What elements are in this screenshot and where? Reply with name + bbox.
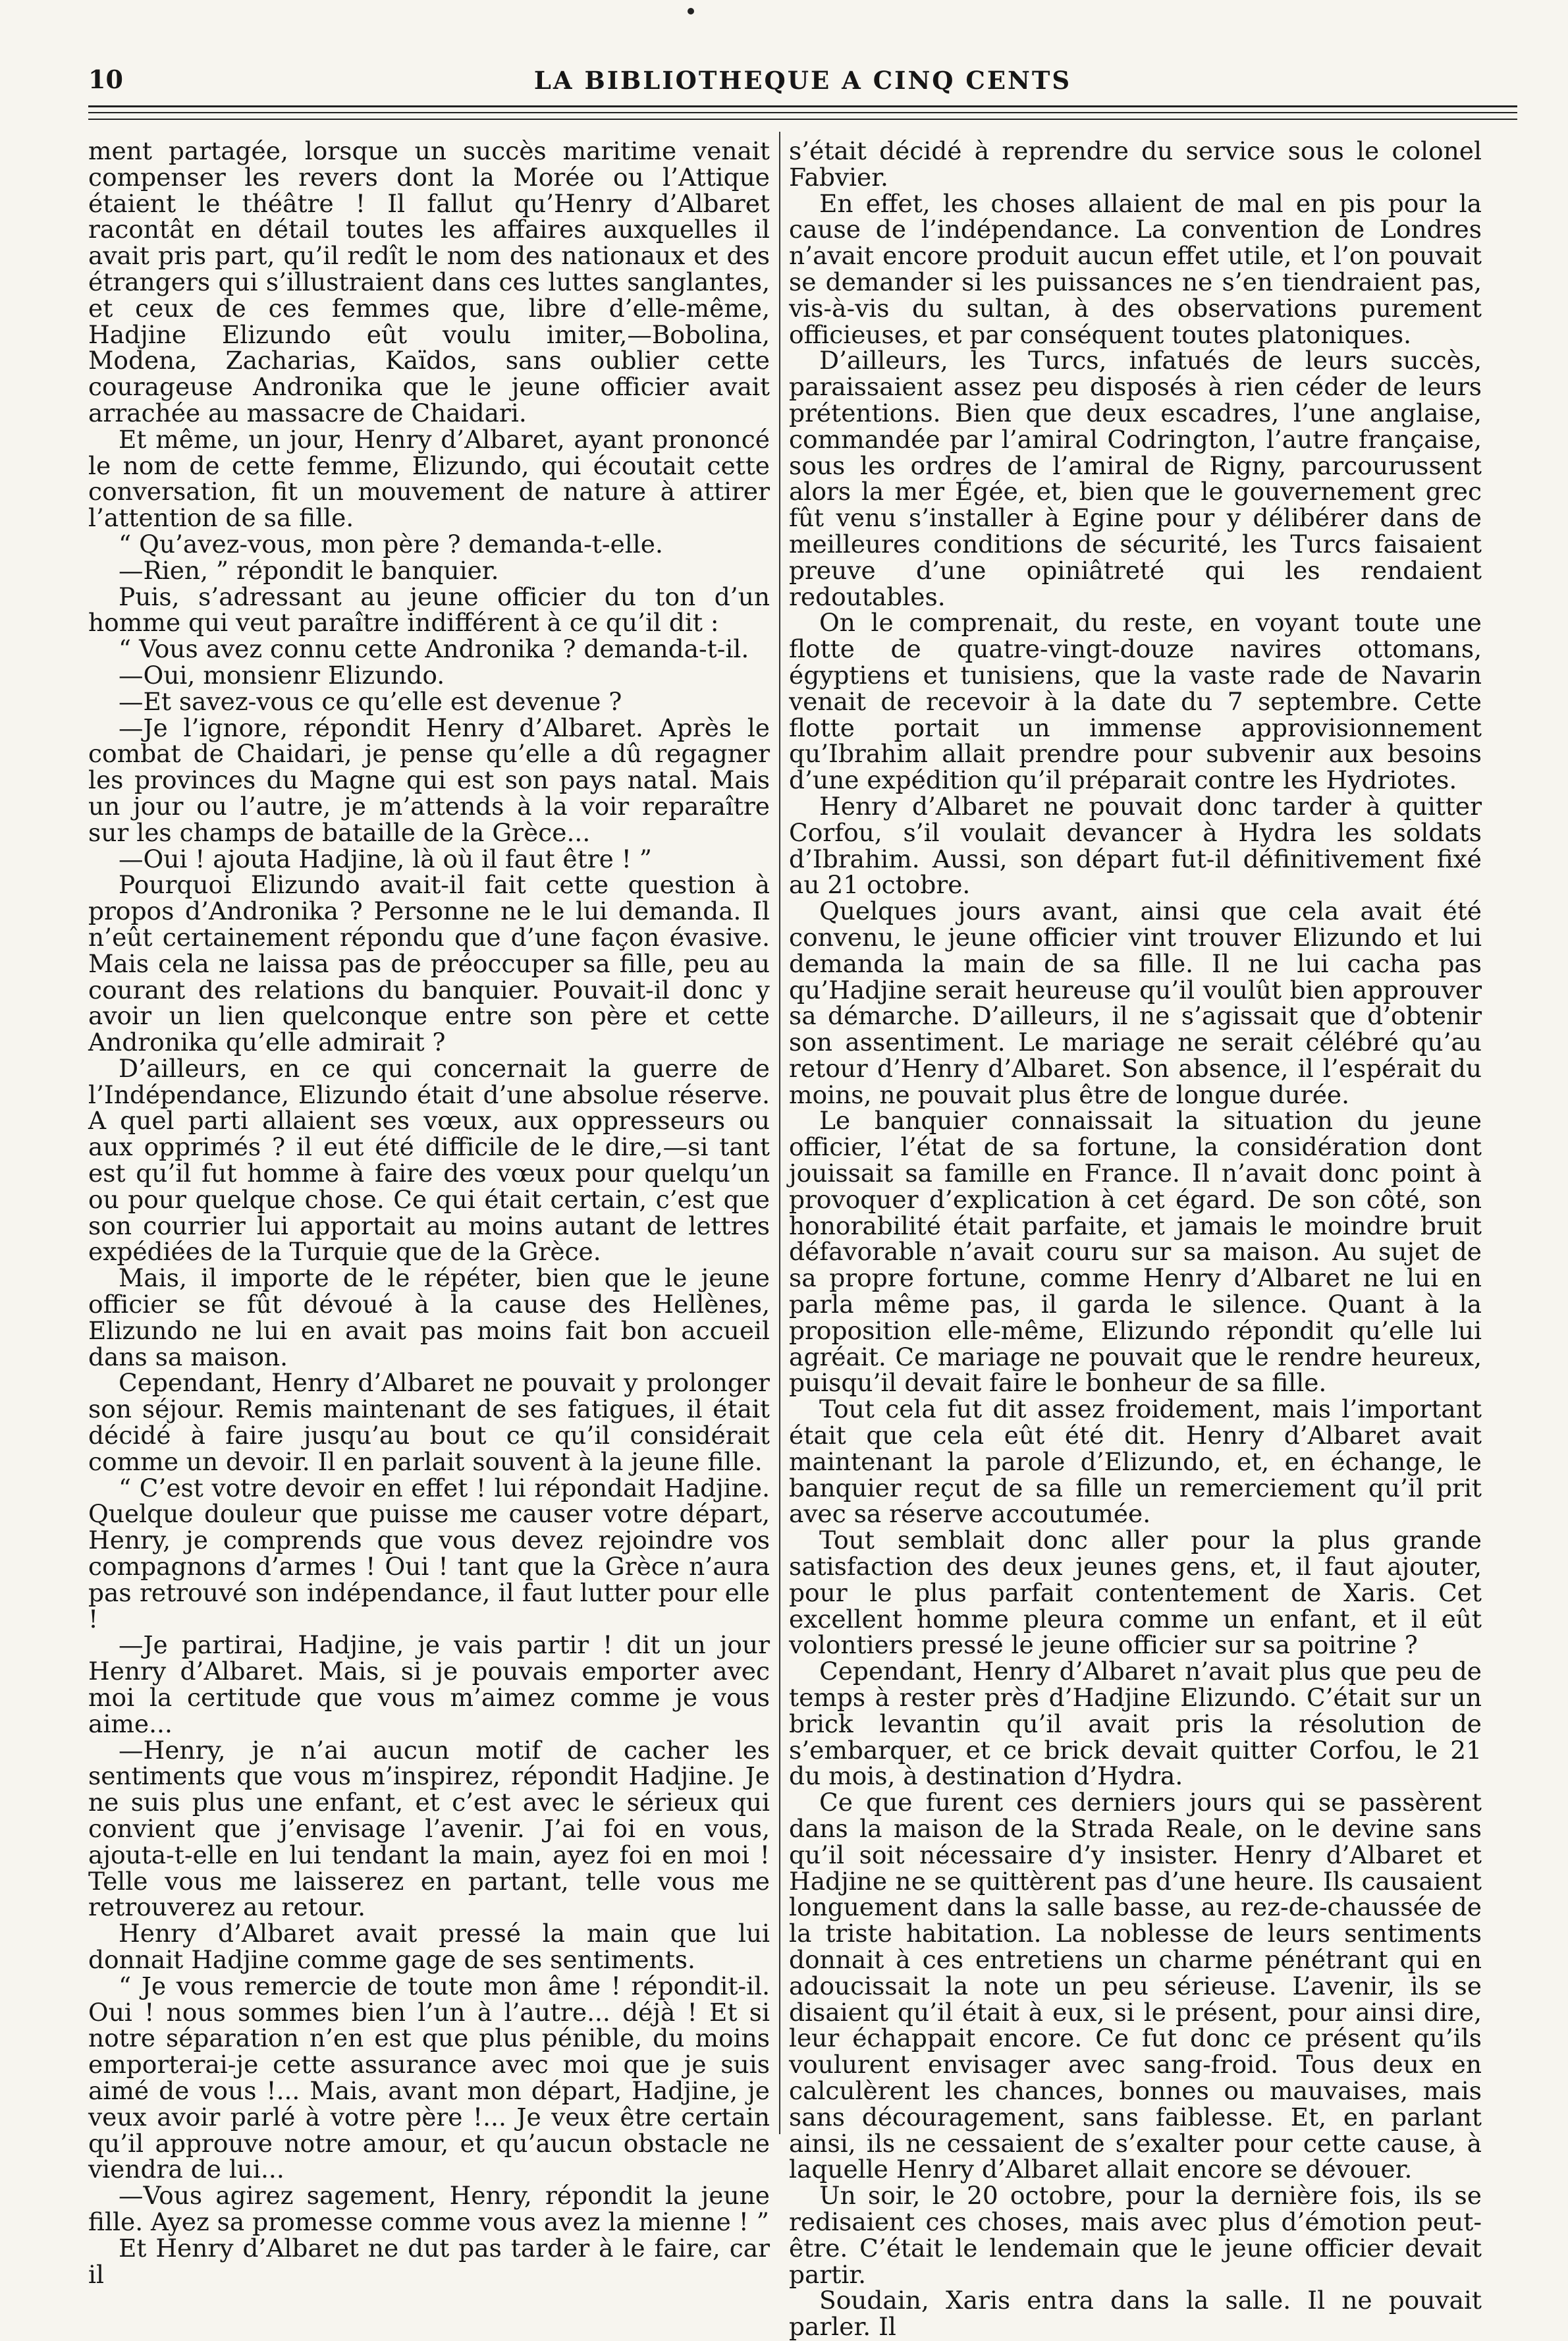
paragraph: Soudain, Xaris entra dans la salle. Il ne pouvait parler. Il bbox=[789, 2286, 1482, 2341]
paragraph: “ Qu’avez-vous, mon père ? demanda-t-elle. bbox=[119, 529, 663, 559]
ink-dot bbox=[688, 8, 694, 14]
paragraph: Et Henry d’Albaret ne dut pas tarder à le faire, car il bbox=[88, 2233, 770, 2289]
paragraph: “ Vous avez connu cette Andronika ? demanda-t-il. bbox=[119, 634, 749, 664]
paragraph: —Henry, je n’ai aucun motif de cacher les sentiments que vous m’inspirez, répondit Hadjine. Je ne suis plus une enfant, et c’est avec le sérieux qui convient que j’envisage l’avenir. J’ai foi en vous, ajouta-t-elle en lui tendant la main, ayez foi en moi ! Telle vous me laisserez en partant, telle vous me retrouverez au retour. bbox=[88, 1735, 770, 1922]
paragraph: Un soir, le 20 octobre, pour la dernière fois, ils se redisaient ces choses, mais avec plus d’émotion peut-être. C’était le lendemain que le jeune officier devait partir. bbox=[789, 2181, 1482, 2289]
paragraph: Mais, il importe de le répéter, bien que le jeune officier se fût dévoué à la cause des Hellènes, Elizundo ne lui en avait pas moins fait bon accueil dans sa maison. bbox=[88, 1263, 770, 1371]
paragraph: Puis, s’adressant au jeune officier du ton d’un homme qui veut paraître indifférent à ce qu’il dit : bbox=[88, 582, 770, 638]
paragraph: Cependant, Henry d’Albaret n’avait plus que peu de temps à rester près d’Hadjine Elizundo. C’était sur un brick levantin qu’il avait pris la résolution de s’embarquer, et ce brick devait quitter Corfou, le 21 du mois, à destination d’Hydra. bbox=[789, 1657, 1482, 1791]
paragraph: —Oui ! ajouta Hadjine, là où il faut être ! ” bbox=[119, 844, 652, 873]
page-header bbox=[88, 65, 1517, 111]
paragraph: s’était décidé à reprendre du service sous le colonel Fabvier. bbox=[789, 136, 1482, 192]
paragraph: “ C’est votre devoir en effet ! lui répondait Hadjine. Quelque douleur que puisse me causer votre départ, Henry, je comprends que vous devez rejoindre vos compagnons d’armes ! Oui ! tant que la Grèce n’aura pas retrouvé son indépendance, il faut lutter pour elle ! bbox=[88, 1473, 770, 1634]
paragraph: —Vous agirez sagement, Henry, répondit la jeune fille. Ayez sa promesse comme vous avez la mienne ! ” bbox=[88, 2181, 770, 2236]
paragraph: Tout semblait donc aller pour la plus grande satisfaction des deux jeunes gens, et, il faut ajouter, pour le plus parfait contentement de Xaris. Cet excellent homme pleura comme un enfant, et il eût volontiers pressé le jeune officier sur sa poitrine ? bbox=[789, 1526, 1482, 1660]
paragraph: —Et savez-vous ce qu’elle est devenue ? bbox=[119, 686, 622, 716]
header-rule bbox=[88, 105, 1517, 107]
paragraph: —Je partirai, Hadjine, je vais partir ! dit un jour Henry d’Albaret. Mais, si je pouvais emporter avec moi la certitude que vous m’aimez comme je vous aime... bbox=[88, 1630, 770, 1738]
paragraph: En effet, les choses allaient de mal en pis pour la cause de l’indépendance. La convention de Londres n’avait encore produit aucun effet utile, et l’on pouvait se demander si les puissances ne s’en tiendraient pas, vis-à-vis du sultan, à des observations purement officieuses, et par conséquent toutes platoniques. bbox=[789, 188, 1482, 349]
paragraph: Pourquoi Elizundo avait-il fait cette question à propos d’Andronika ? Personne ne le lui demanda. Il n’eût certainement répondu que d’une façon évasive. Mais cela ne laissa pas de préoccuper sa fille, peu au courant des relations du banquier. Pouvait-il donc y avoir un lien quelconque entre son père et cette Andronika qu’elle admirait ? bbox=[88, 870, 770, 1057]
paragraph: On le comprenait, du reste, en voyant toute une flotte de quatre-vingt-douze navires ottomans, égyptiens et tunisiens, que la vaste rade de Navarin venait de recevoir à la date du 7 septembre. Cette flotte portait un immense approvisionnement qu’Ibrahim allait prendre pour subvenir aux besoins d’une expédition qu’il préparait contre les Hydriotes. bbox=[789, 608, 1482, 795]
header-rule bbox=[88, 119, 1517, 120]
column-divider bbox=[779, 132, 780, 2134]
paragraph: Tout cela fut dit assez froidement, mais l’important était que cela eût été dit. Henry d’Albaret avait maintenant la parole d’Elizundo, et, en échange, le banquier reçut de sa fille un remerciement qu’il prit avec sa réserve accoutumée. bbox=[789, 1394, 1482, 1529]
running-title: LA BIBLIOTHEQUE A CINQ CENTS bbox=[533, 66, 1072, 95]
paragraph: Quelques jours avant, ainsi que cela avait été convenu, le jeune officier vint trouver Elizundo et lui demanda la main de sa fille. Il ne lui cacha pas qu’Hadjine serait heureuse qu’il voulût bien approuver sa démarche. D’ailleurs, il ne s’agissait que d’obtenir son assentiment. Le mariage ne serait célébré qu’au retour d’Henry d’Albaret. Son absence, il l’espérait du moins, ne pouvait plus être de longue durée. bbox=[789, 896, 1482, 1109]
paragraph: D’ailleurs, les Turcs, infatués de leurs succès, paraissaient assez peu disposés à rien céder de leurs prétentions. Bien que deux escadres, l’une anglaise, commandée par l’amiral Codrington, l’autre française, sous les ordres de l’amiral de Rigny, parcourussent alors la mer Égée, et, bien que le gouvernement grec fût venu s’installer à Egine pour y délibérer dans de meilleures conditions de sécurité, les Turcs faisaient preuve d’une opiniâtreté qui les rendaient redoutables. bbox=[789, 346, 1482, 611]
paragraph: Et même, un jour, Henry d’Albaret, ayant prononcé le nom de cette femme, Elizundo, qui écoutait cette conversation, fit un mouvement de nature à attirer l’attention de sa fille. bbox=[88, 424, 770, 533]
paragraph: Le banquier connaissait la situation du jeune officier, l’état de sa fortune, la considération dont jouissait sa famille en France. Il n’avait donc point à provoquer d’explication à cet égard. De son côté, son honorabilité était parfaite, et jamais le moindre bruit défavorable n’avait couru sur sa maison. Au sujet de sa propre fortune, comme Henry d’Albaret ne lui en parla même pas, il garda le silence. Quant à la proposition elle-même, Elizundo répondit qu’elle lui agréait. Ce mariage ne pouvait que le rendre heureux, puisqu’il devait faire le bonheur de sa fille. bbox=[789, 1106, 1482, 1398]
paragraph: ment partagée, lorsque un succès maritime venait compenser les revers dont la Morée ou l’Attique étaient le théâtre ! Il fallut qu’Henry d’Albaret racontât en détail toutes les affaires auxquelles il avait pris part, qu’il redît le nom des nationaux et des étrangers qui s’illustraient dans ces luttes sanglantes, et ceux de ces femmes que, libre d’elle-même, Hadjine Elizundo eût voulu imiter,—Bobolina, Modena, Zacharias, Kaïdos, sans oublier cette courageuse Andronika que le jeune officier avait arrachée au massacre de Chaidari. bbox=[88, 136, 770, 427]
paragraph: —Je l’ignore, répondit Henry d’Albaret. Après le combat de Chaidari, je pense qu’elle a dû regagner les provinces du Magne qui est son pays natal. Mais un jour ou l’autre, je m’attends à la voir reparaître sur les champs de bataille de la Grèce... bbox=[88, 713, 770, 847]
paragraph: D’ailleurs, en ce qui concernait la guerre de l’Indépendance, Elizundo était d’une absolue réserve. A quel parti allaient ses vœux, aux oppresseurs ou aux opprimés ? il eut été difficile de le dire,—si tant est qu’il fut homme à faire des vœux pour quelqu’un ou pour quelque chose. Ce qui était certain, c’est que son courrier lui apportait au moins autant de lettres expédiées de la Turquie que de la Grèce. bbox=[88, 1053, 770, 1267]
paragraph: —Oui, monsienr Elizundo. bbox=[119, 660, 445, 690]
paragraph: “ Je vous remercie de toute mon âme ! répondit-il. Oui ! nous sommes bien l’un à l’autre... déjà ! Et si notre séparation n’en est que plus pénible, du moins emporterai-je cette assurance avec moi que je suis aimé de vous !... Mais, avant mon départ, Hadjine, je veux avoir parlé à votre père !... Je veux être certain qu’il approuve notre amour, et qu’aucun obstacle ne viendra de lui... bbox=[88, 1971, 770, 2184]
right-column bbox=[789, 136, 1482, 2341]
paragraph: Henry d’Albaret avait pressé la main que lui donnait Hadjine comme gage de ses sentiments. bbox=[88, 1919, 770, 1974]
paragraph: Ce que furent ces derniers jours qui se passèrent dans la maison de la Strada Reale, on le devine sans qu’il soit nécessaire d’y insister. Henry d’Albaret et Hadjine ne se quittèrent pas d’une heure. Ils causaient longuement dans la salle basse, au rez-de-chaussée de la triste habitation. La noblesse de leurs sentiments donnait à ces entretiens un charme pénétrant qui en adoucissait la note un peu sérieuse. L’avenir, ils se disaient qu’il était à eux, si le présent, pour ainsi dire, leur échappait encore. Ce fut donc ce présent qu’ils voulurent envisager avec sang-froid. Tous deux en calculèrent les chances, bonnes ou mauvaises, mais sans découragement, sans faiblesse. Et, en parlant ainsi, ils ne cessaient de s’exalter pour cette cause, à laquelle Henry d’Albaret allait encore se dévouer. bbox=[789, 1788, 1482, 2184]
left-column bbox=[88, 136, 770, 2289]
paragraph: Cependant, Henry d’Albaret ne pouvait y prolonger son séjour. Remis maintenant de ses fatigues, il était décidé à faire jusqu’au bout ce qu’il considérait comme un devoir. Il en parlait souvent à la jeune fille. bbox=[88, 1368, 770, 1476]
paragraph: —Rien, ” répondit le banquier. bbox=[119, 555, 499, 585]
header-rule bbox=[88, 112, 1517, 113]
page-number: 10 bbox=[88, 65, 123, 94]
paragraph: Henry d’Albaret ne pouvait donc tarder à quitter Corfou, s’il voulait devancer à Hydra les soldats d’Ibrahim. Aussi, son départ fut-il définitivement fixé au 21 octobre. bbox=[789, 791, 1482, 900]
